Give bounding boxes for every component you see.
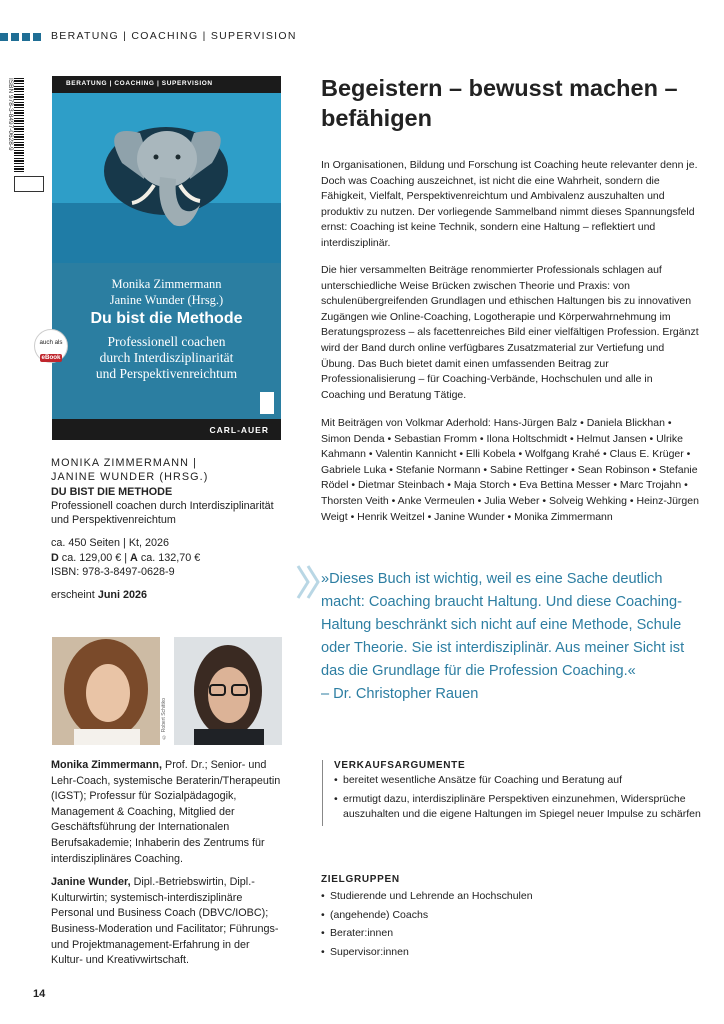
target-group-item: • Supervisor:innen — [321, 945, 701, 961]
elephant-illustration — [52, 93, 281, 263]
author-bios — [51, 758, 283, 977]
paragraph-2: Die hier versammelten Beiträge renommierter Professionals schlagen auf unterschiedliche Weise Brücken zwischen Theorie und Praxis: von schulenübergreifenden Grundlagen und ethischen Haltungen bis zu innovativen Zugängen wie Online-Coaching, Logotherapie und Körperwahrnehmung im Beratungsprozess – als facettenreiches Bild einer vielfältigen Profession. Ergänzt wird der Band durch online verfügbares Zusatzmaterial zur Vertiefung und Übung. Das Buch bietet damit einen umfassenden Beitrag zur Professionalisierung – für Coaching-Verbände, Hochschulen und alle in Coaching und Beratung Tätige. — [321, 264, 699, 401]
page-number: 14 — [33, 988, 46, 1000]
ebook-badge[interactable] — [34, 329, 68, 363]
cover-subtitle-2: durch Interdisziplinarität — [99, 350, 234, 365]
author-photo-wunder — [174, 637, 282, 745]
contributors-paragraph: Mit Beiträgen von Volkmar Aderhold: Hans-Jürgen Balz • Daniela Blickhan • Simon Denda • Sebastian Fromm • Ilona Holtschmidt • Helmut Jansen • Ulrike Kahmann • Valentin Kannicht • Elli Kobela • Wolfgang Krahé • Claus E. Krüger • Gabriele Luka • Stefanie Normann • Sabine Rettinger • Sean Robinson • Stefanie Rödel • Dietmar Steinbach • Maja Storch • Eva Bettina Messer • Marc Trojahn • Thorsten Veith • Anke Vermeulen • Julia Weber • Solveig Wehking • Heinz-Jürgen Weigt • Henrik Weitzel • Janine Wunder • Monika Zimmermann — [321, 417, 699, 523]
meta-author-line2: JANINE WUNDER (HRSG.) — [51, 471, 209, 484]
meta-isbn: ISBN: 978-3-8497-0628-9 — [51, 566, 175, 579]
target-groups — [321, 874, 701, 963]
cover-publisher: CARL-AUER — [52, 419, 281, 440]
author-photo-zimmermann — [52, 637, 160, 745]
sales-arguments-title: VERKAUFSARGUMENTE — [334, 760, 466, 771]
paragraph-1: In Organisationen, Bildung und Forschung ist Coaching heute relevanter denn je. Doch was Coaching auszeichnet, ist nicht die eine Wahrheit, sondern die Fähigkeit, Vielfalt, Perspektivenreichtum und Ambivalenz auszuhalten und produktiv zu nutzen. Der vorliegende Sammelband nimmt dieses Spannungsfeld ernst: Coaching ist keine Technik, sondern eine Haltung – reflektiert und interdisziplinär. — [321, 159, 698, 249]
testimonial-quote — [321, 568, 706, 706]
cover-editor-2: Janine Wunder (Hrsg.) — [109, 293, 224, 307]
meta-release: erscheint Juni 2026 — [51, 589, 148, 602]
target-groups-title: ZIELGRUPPEN — [321, 874, 400, 885]
meta-price: D ca. 129,00 € | A ca. 132,70 € — [51, 551, 201, 564]
photo-credit: © Robert Schittko — [161, 698, 167, 740]
sales-argument-item: • bereitet wesentliche Ansätze für Coaching und Beratung auf — [334, 773, 702, 789]
sales-argument-item: • ermutigt dazu, interdisziplinäre Perspektiven einzunehmen, Widersprüche auszuhalten und die eigene Haltungen im Spiegel neuer Impulse zu schärfen — [334, 792, 702, 823]
book-cover[interactable] — [52, 76, 281, 440]
cover-series: BERATUNG | COACHING | SUPERVISION — [52, 76, 281, 93]
target-group-item: • (angehende) Coachs — [321, 908, 701, 924]
headline: Begeistern – bewusst machen – befähigen — [321, 75, 678, 131]
bio-wunder: Janine Wunder, Dipl.-Betriebswirtin, Dipl.-Kulturwirtin; systemisch-interdisziplinäre Personal und Business Coach (DBVC/IOBC); Business-Moderation und Facilitator; Führungs- und Projektmanagement-Erfahrung in der Kultur- und Kreativwirtschaft. — [51, 876, 279, 967]
target-group-item: • Studierende und Lehrende an Hochschulen — [321, 889, 701, 905]
ebook-badge-line2: eBook — [41, 354, 61, 361]
meta-author-line1: MONIKA ZIMMERMANN | — [51, 457, 198, 469]
barcode — [14, 78, 24, 174]
cover-title: Du bist die Methode — [90, 310, 243, 327]
isbn-vertical: ISBN 978-3-8497-0628-9 — [7, 78, 14, 151]
checkbox-box — [14, 176, 44, 192]
sales-arguments — [322, 760, 702, 826]
meta-book-title: DU BIST DIE METHODE — [51, 485, 173, 498]
publisher-logo-icon — [260, 392, 274, 414]
target-group-item: • Berater:innen — [321, 926, 701, 942]
header-decoration — [0, 33, 41, 41]
meta-pages: ca. 450 Seiten | Kt, 2026 — [51, 537, 170, 550]
section-header: BERATUNG | COACHING | SUPERVISION — [51, 30, 297, 42]
cover-editor-1: Monika Zimmermann — [111, 277, 222, 291]
bio-zimmermann: Monika Zimmermann, Prof. Dr.; Senior- und Lehr-Coach, systemische Beraterin/Therapeutin (IGST); Professur für Sozialpädagogik, Management & Coaching, Mitglied der Geschäftsführung der Internationalen Berufsakademie; Inhaberin des Zentrums für interdisziplinäres Coaching. — [51, 759, 281, 865]
cover-subtitle-3: und Perspektivenreichtum — [95, 366, 238, 381]
quote-text: »Dieses Buch ist wichtig, weil es eine Sache deutlich macht: Coaching braucht Haltung. Und diese Coaching-Haltung beschränkt sich nicht auf eine Methode, Schule oder Theorie. Sie ist interdisziplinär. Aus meiner Sicht ist das die Grundlage für die Profession Coaching.« — [321, 571, 685, 679]
book-meta — [51, 456, 281, 603]
meta-subtitle-line2: und Perspektivenreichtum — [51, 514, 176, 527]
meta-subtitle-line1: Professionell coachen durch Interdisziplinarität — [51, 499, 274, 512]
ebook-badge-line1: auch als — [39, 339, 63, 346]
cover-subtitle-1: Professionell coachen — [107, 334, 226, 349]
quote-author: – Dr. Christopher Rauen — [321, 686, 479, 702]
